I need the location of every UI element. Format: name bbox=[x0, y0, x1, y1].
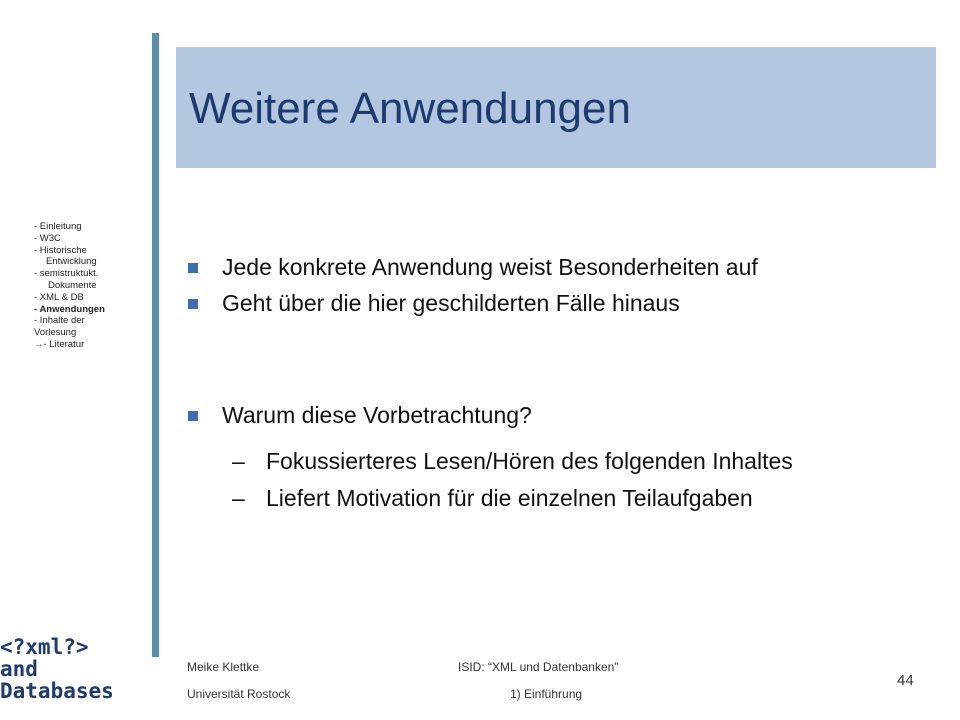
bullet-text: Warum diese Vorbetrachtung? bbox=[222, 402, 532, 428]
left-accent-bar bbox=[152, 33, 159, 657]
outline-nav bbox=[34, 221, 105, 351]
footer-chapter: 1) Einführung bbox=[510, 687, 583, 701]
nav-item-historische-cont[interactable]: Entwicklung bbox=[46, 256, 97, 268]
nav-item-einleitung[interactable]: - Einleitung bbox=[34, 221, 82, 232]
dash-marker: – bbox=[232, 485, 245, 511]
xml-and-databases-logo bbox=[0, 636, 114, 702]
nav-item-inhalte[interactable]: - Inhalte der bbox=[34, 315, 85, 327]
bullet-item bbox=[188, 402, 532, 429]
nav-item-xml-db[interactable]: - XML & DB bbox=[34, 291, 84, 303]
nav-item-semistrukturiert-cont[interactable]: Dokumente bbox=[48, 279, 97, 291]
logo-line-and: and bbox=[0, 657, 38, 681]
square-bullet-icon bbox=[188, 263, 198, 273]
bullet-text: Jede konkrete Anwendung weist Besonderheiten auf bbox=[222, 254, 758, 280]
sub-bullet-text: Liefert Motivation für die einzelnen Teilaufgaben bbox=[266, 485, 753, 511]
page-number: 44 bbox=[897, 672, 914, 689]
slide-title: Weitere Anwendungen bbox=[189, 84, 631, 133]
square-bullet-icon bbox=[188, 299, 198, 309]
sub-bullet-text: Fokussierteres Lesen/Hören des folgenden Inhaltes bbox=[266, 448, 793, 474]
footer-university: Universität Rostock bbox=[187, 687, 291, 701]
nav-item-w3c[interactable]: - W3C bbox=[34, 232, 61, 244]
bullet-item bbox=[188, 290, 680, 317]
nav-item-historische[interactable]: - Historische bbox=[34, 244, 87, 256]
bullet-item bbox=[188, 254, 758, 281]
nav-item-anwendungen[interactable]: - Anwendungen bbox=[34, 303, 105, 315]
sub-bullet-item bbox=[232, 485, 753, 512]
nav-item-semistrukturiert[interactable]: - semistruktukt. bbox=[34, 268, 99, 280]
nav-item-literatur[interactable]: →- Literatur bbox=[34, 338, 85, 350]
bullet-text: Geht über die hier geschilderten Fälle hinaus bbox=[222, 290, 680, 316]
dash-marker: – bbox=[232, 448, 245, 474]
square-bullet-icon bbox=[188, 411, 198, 421]
nav-item-inhalte-cont[interactable]: Vorlesung bbox=[34, 327, 77, 339]
footer-author: Meike Klettke bbox=[187, 660, 260, 674]
logo-line-xml: <?xml?> bbox=[0, 635, 89, 659]
logo-line-databases: Databases bbox=[0, 679, 114, 703]
sub-bullet-item bbox=[232, 448, 793, 475]
footer-course: ISID: “XML und Datenbanken” bbox=[458, 660, 619, 674]
